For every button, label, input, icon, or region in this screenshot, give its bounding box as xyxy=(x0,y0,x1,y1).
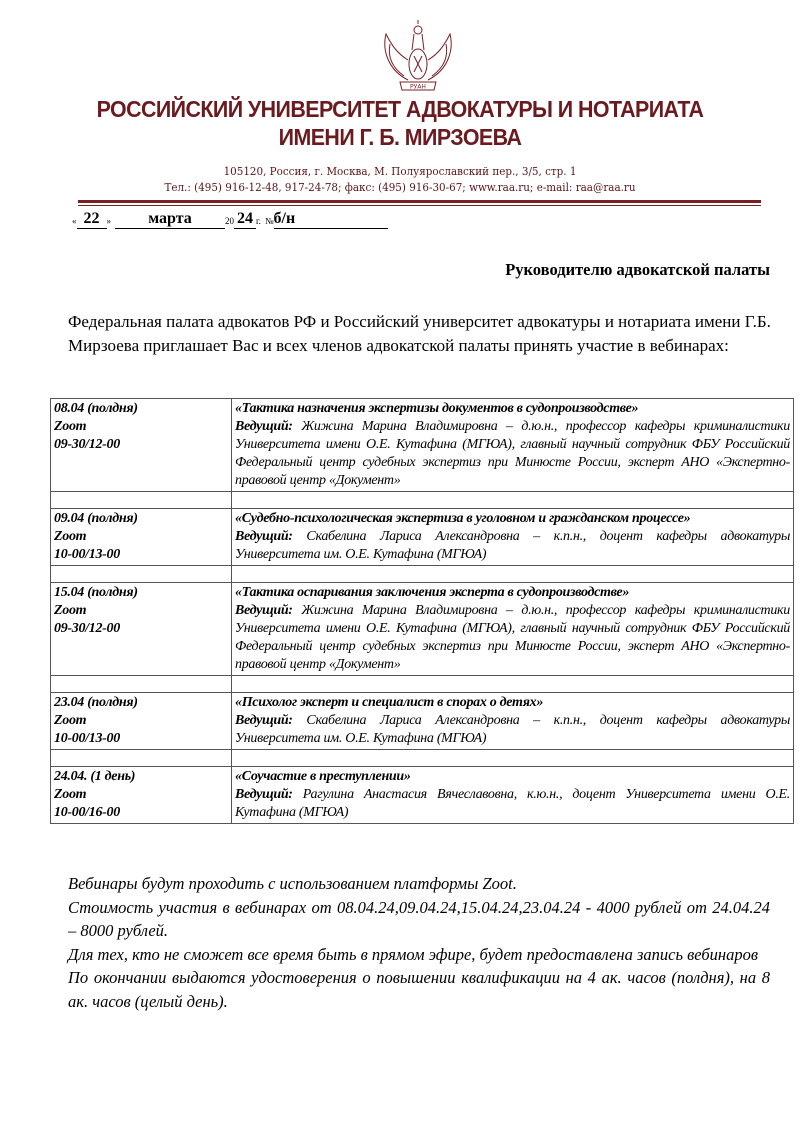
date-year: 24 xyxy=(234,210,256,229)
host-label: Ведущий: xyxy=(235,713,293,728)
webinar-row xyxy=(51,583,794,676)
webinar-platform: Zoom xyxy=(54,713,87,728)
spacer-cell xyxy=(232,492,794,509)
webinar-host: Скабелина Лариса Александровна – к.п.н., доцент кафедры адвокатуры Университета им. О.Е. Кутафина (МГЮА) xyxy=(235,529,791,562)
webinar-schedule-cell xyxy=(51,509,232,566)
host-label: Ведущий: xyxy=(235,787,293,802)
date-line xyxy=(72,210,388,229)
document-number: б/н xyxy=(274,210,388,229)
webinar-table xyxy=(50,398,794,824)
spacer-cell xyxy=(232,750,794,767)
webinar-schedule-cell xyxy=(51,583,232,676)
webinar-platform: Zoom xyxy=(54,529,87,544)
webinar-title: «Психолог эксперт и специалист в спорах о детях» xyxy=(235,695,544,710)
date-month: марта xyxy=(115,210,225,229)
webinar-platform: Zoom xyxy=(54,603,87,618)
webinar-info-cell xyxy=(232,767,794,824)
footer-notes xyxy=(68,872,770,1013)
footer-certificate: По окончании выдаются удостоверения о повышении квалификации на 4 ак. часов (полдня), на 8 ак. часов (целый день). xyxy=(68,968,770,1011)
number-sign: № xyxy=(264,216,274,226)
spacer-cell xyxy=(51,676,232,693)
spacer-row xyxy=(51,750,794,767)
intro-paragraph: Федеральная палата адвокатов РФ и Российский университет адвокатуры и нотариата имени Г.Б. Мирзоева приглашает Вас и всех членов адвокатской палаты принять участие в вебинарах: xyxy=(68,312,771,355)
header-divider-thin xyxy=(78,205,761,206)
footer-cost: Стоимость участия в вебинарах от 08.04.24,09.04.24,15.04.24,23.04.24 - 4000 рублей от 24.04.24 – 8000 рублей. xyxy=(68,897,770,940)
webinar-platform: Zoom xyxy=(54,419,87,434)
webinar-time: 09-30/12-00 xyxy=(54,621,120,636)
date-year-prefix: 20 xyxy=(225,216,234,226)
webinar-date: 08.04 (полдня) xyxy=(54,401,138,416)
spacer-cell xyxy=(51,566,232,583)
webinar-info-cell xyxy=(232,509,794,566)
webinar-time: 10-00/16-00 xyxy=(54,805,120,820)
host-label: Ведущий: xyxy=(235,419,293,434)
webinar-info-cell xyxy=(232,399,794,492)
university-name-line2: ИМЕНИ Г. Б. МИРЗОЕВА xyxy=(278,124,522,150)
webinar-host: Рагулина Анастасия Вячеславовна, к.ю.н., доцент Университета имени О.Е. Кутафина (МГЮА) xyxy=(235,787,791,820)
footer-platform: Вебинары будут проходить с использованием платформы Zoot. xyxy=(68,874,517,893)
spacer-row xyxy=(51,492,794,509)
date-close-quote: » xyxy=(106,216,111,226)
webinar-row xyxy=(51,399,794,492)
date-day: 22 xyxy=(77,210,107,229)
webinar-schedule-cell xyxy=(51,693,232,750)
webinar-title: «Тактика оспаривания заключения эксперта в судопроизводстве» xyxy=(235,585,630,600)
webinar-title: «Судебно-психологическая экспертиза в уголовном и гражданском процессе» xyxy=(235,511,691,526)
date-open-quote: « xyxy=(72,216,77,226)
date-year-suffix: г. xyxy=(256,216,261,226)
spacer-cell xyxy=(232,676,794,693)
header-divider xyxy=(78,200,761,203)
webinar-host: Жижина Марина Владимировна – д.ю.н., профессор кафедры криминалистики Университета имени О.Е. Кутафина (МГЮА), главный научный сотрудник ФБУ Российский Федеральный центр судебных экспертиз при Минюсте России, эксперт АНО «Экспертно-правовой центр «Документ» xyxy=(235,603,791,672)
webinar-row xyxy=(51,693,794,750)
webinar-info-cell xyxy=(232,693,794,750)
webinar-row xyxy=(51,767,794,824)
webinar-row xyxy=(51,509,794,566)
spacer-cell xyxy=(232,566,794,583)
webinar-schedule-cell xyxy=(51,399,232,492)
webinar-date: 23.04 (полдня) xyxy=(54,695,138,710)
webinar-time: 10-00/13-00 xyxy=(54,731,120,746)
university-name-line1: РОССИЙСКИЙ УНИВЕРСИТЕТ АДВОКАТУРЫ И НОТАРИАТА xyxy=(96,96,704,122)
webinar-host: Жижина Марина Владимировна – д.ю.н., профессор кафедры криминалистики Университета имени О.Е. Кутафина (МГЮА), главный научный сотрудник ФБУ Российский Федеральный центр судебных экспертиз при Минюсте России, эксперт АНО «Экспертно-правовой центр «Документ» xyxy=(235,419,791,488)
spacer-row xyxy=(51,566,794,583)
webinar-date: 15.04 (полдня) xyxy=(54,585,138,600)
webinar-title: «Тактика назначения экспертизы документов в судопроизводстве» xyxy=(235,401,639,416)
footer-recording: Для тех, кто не сможет все время быть в прямом эфире, будет предоставлена запись вебинаров xyxy=(68,944,759,964)
webinar-info-cell xyxy=(232,583,794,676)
svg-text:РУАН: РУАН xyxy=(410,83,426,91)
webinar-date: 24.04. (1 день) xyxy=(54,769,136,784)
host-label: Ведущий: xyxy=(235,603,293,618)
webinar-time: 09-30/12-00 xyxy=(54,437,120,452)
spacer-cell xyxy=(51,492,232,509)
webinar-date: 09.04 (полдня) xyxy=(54,511,138,526)
spacer-cell xyxy=(51,750,232,767)
webinar-host: Скабелина Лариса Александровна – к.п.н., доцент кафедры адвокатуры Университета им. О.Е. Кутафина (МГЮА) xyxy=(235,713,791,746)
webinar-time: 10-00/13-00 xyxy=(54,547,120,562)
webinar-platform: Zoom xyxy=(54,787,87,802)
university-logo xyxy=(378,20,458,96)
university-address: 105120, Россия, г. Москва, М. Полуярославский пер., 3/5, стр. 1 xyxy=(223,164,577,178)
addressee: Руководителю адвокатской палаты xyxy=(505,260,770,279)
webinar-schedule-cell xyxy=(51,767,232,824)
webinar-title: «Соучастие в преступлении» xyxy=(235,769,411,784)
spacer-row xyxy=(51,676,794,693)
university-contacts: Тел.: (495) 916-12-48, 917-24-78; факс: (495) 916-30-67; www.raa.ru; e-mail: raa@raa.ru xyxy=(164,180,636,194)
host-label: Ведущий: xyxy=(235,529,293,544)
